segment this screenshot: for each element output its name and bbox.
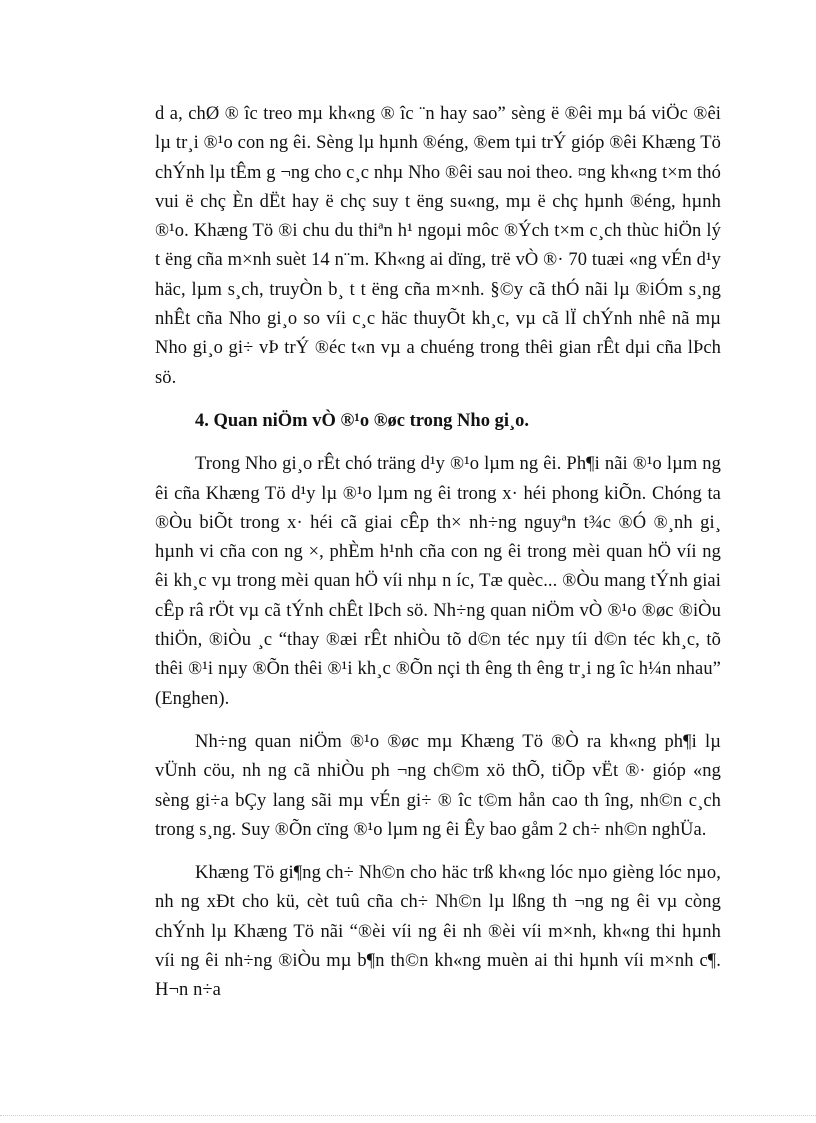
document-page xyxy=(155,100,721,1020)
paragraph-2: Nh÷ng quan niÖm ®¹o ®øc mµ Khæng Tö ®Ò ra kh«ng ph¶i lµ vÜnh cöu, nh ng cã nhiÒu ph ¬ng ch©m xö thÕ, tiÕp vËt ®· gióp «ng sèng gi÷a bÇy lang sãi mµ vÉn gi÷ ® îc t©m hån cao th îng, nh©n c¸ch trong s¸ng. Suy ®Õn cïng ®¹o lµm ng êi Êy bao gåm 2 ch÷ nh©n nghÜa. xyxy=(155,731,721,840)
footer-divider xyxy=(0,1115,816,1116)
paragraph-intro: d a, chØ ® îc treo mµ kh«ng ® îc ¨n hay sao” sèng ë ®êi mµ bá viÖc ®êi lµ tr¸i ®¹o con ng êi. Sèng lµ hµnh ®éng, ®em tµi trÝ gióp ®êi Khæng Tö chÝnh lµ tÊm g ¬ng cho c¸c nhµ Nho ®êi sau noi theo. ¤ng kh«ng t×m thó vui ë chç Èn dËt hay ë chç suy t ëng su«ng, mµ ë chç hµnh ®éng, hµnh ®¹o. Khæng Tö ®i chu du thiªn h¹ ngoµi môc ®Ých t×m c¸ch thùc hiÖn lý t ëng cña m×nh suèt 14 n¨m. Kh«ng ai dïng, trë vÒ ®· 70 tuæi «ng vÉn d¹y häc, lµm s¸ch, truyÒn b¸ t t ëng cña m×nh. §©y cã thÓ nãi lµ ®iÓm s¸ng nhÊt cña Nho gi¸o so víi c¸c häc thuyÕt kh¸c, vµ cã lÏ chÝnh nhê nã mµ Nho gi¸o gi÷ vÞ trÝ ®éc t«n vµ a chuéng trong thêi gian rÊt dµi cña lÞch sö. xyxy=(155,104,721,388)
section-heading: 4. Quan niÖm vÒ ®¹o ®øc trong Nho gi¸o. xyxy=(195,410,530,431)
paragraph-3: Khæng Tö gi¶ng ch÷ Nh©n cho häc trß kh«ng lóc nµo gièng lóc nµo, nh ng xÐt cho kü, cèt tuû cña ch÷ Nh©n lµ lßng th ¬ng ng êi vµ còng chÝnh lµ Khæng Tö nãi “®èi víi ng êi nh ®èi víi m×nh, kh«ng thi hµnh víi ng êi nh÷ng ®iÒu mµ b¶n th©n kh«ng muèn ai thi hµnh víi m×nh c¶. H¬n n÷a xyxy=(155,863,721,1001)
paragraph-1: Trong Nho gi¸o rÊt chó träng d¹y ®¹o lµm ng êi. Ph¶i nãi ®¹o lµm ng êi cña Khæng Tö d¹y lµ ®¹o lµm ng êi trong x· héi phong kiÕn. Chóng ta ®Òu biÕt trong x· héi cã giai cÊp th× nh÷ng nguyªn t¾c ®Ó ®¸nh gi¸ hµnh vi cña con ng ×, phÈm h¹nh cña con ng êi trong mèi quan hÖ víi ng êi kh¸c vµ trong mèi quan hÖ víi nhµ n íc, Tæ quèc... ®Òu mang tÝnh giai cÊp râ rÖt vµ cã tÝnh chÊt lÞch sö. Nh÷ng quan niÖm vÒ ®¹o ®øc ®iÒu thiÖn, ®iÒu ¸c “thay ®æi rÊt nhiÒu tõ d©n téc nµy tíi d©n téc kh¸c, tõ thêi ®¹i nµy ®Õn thêi ®¹i kh¸c ®Õn nçi th êng th êng tr¸i ng îc h¼n nhau” (Enghen). xyxy=(155,454,721,709)
